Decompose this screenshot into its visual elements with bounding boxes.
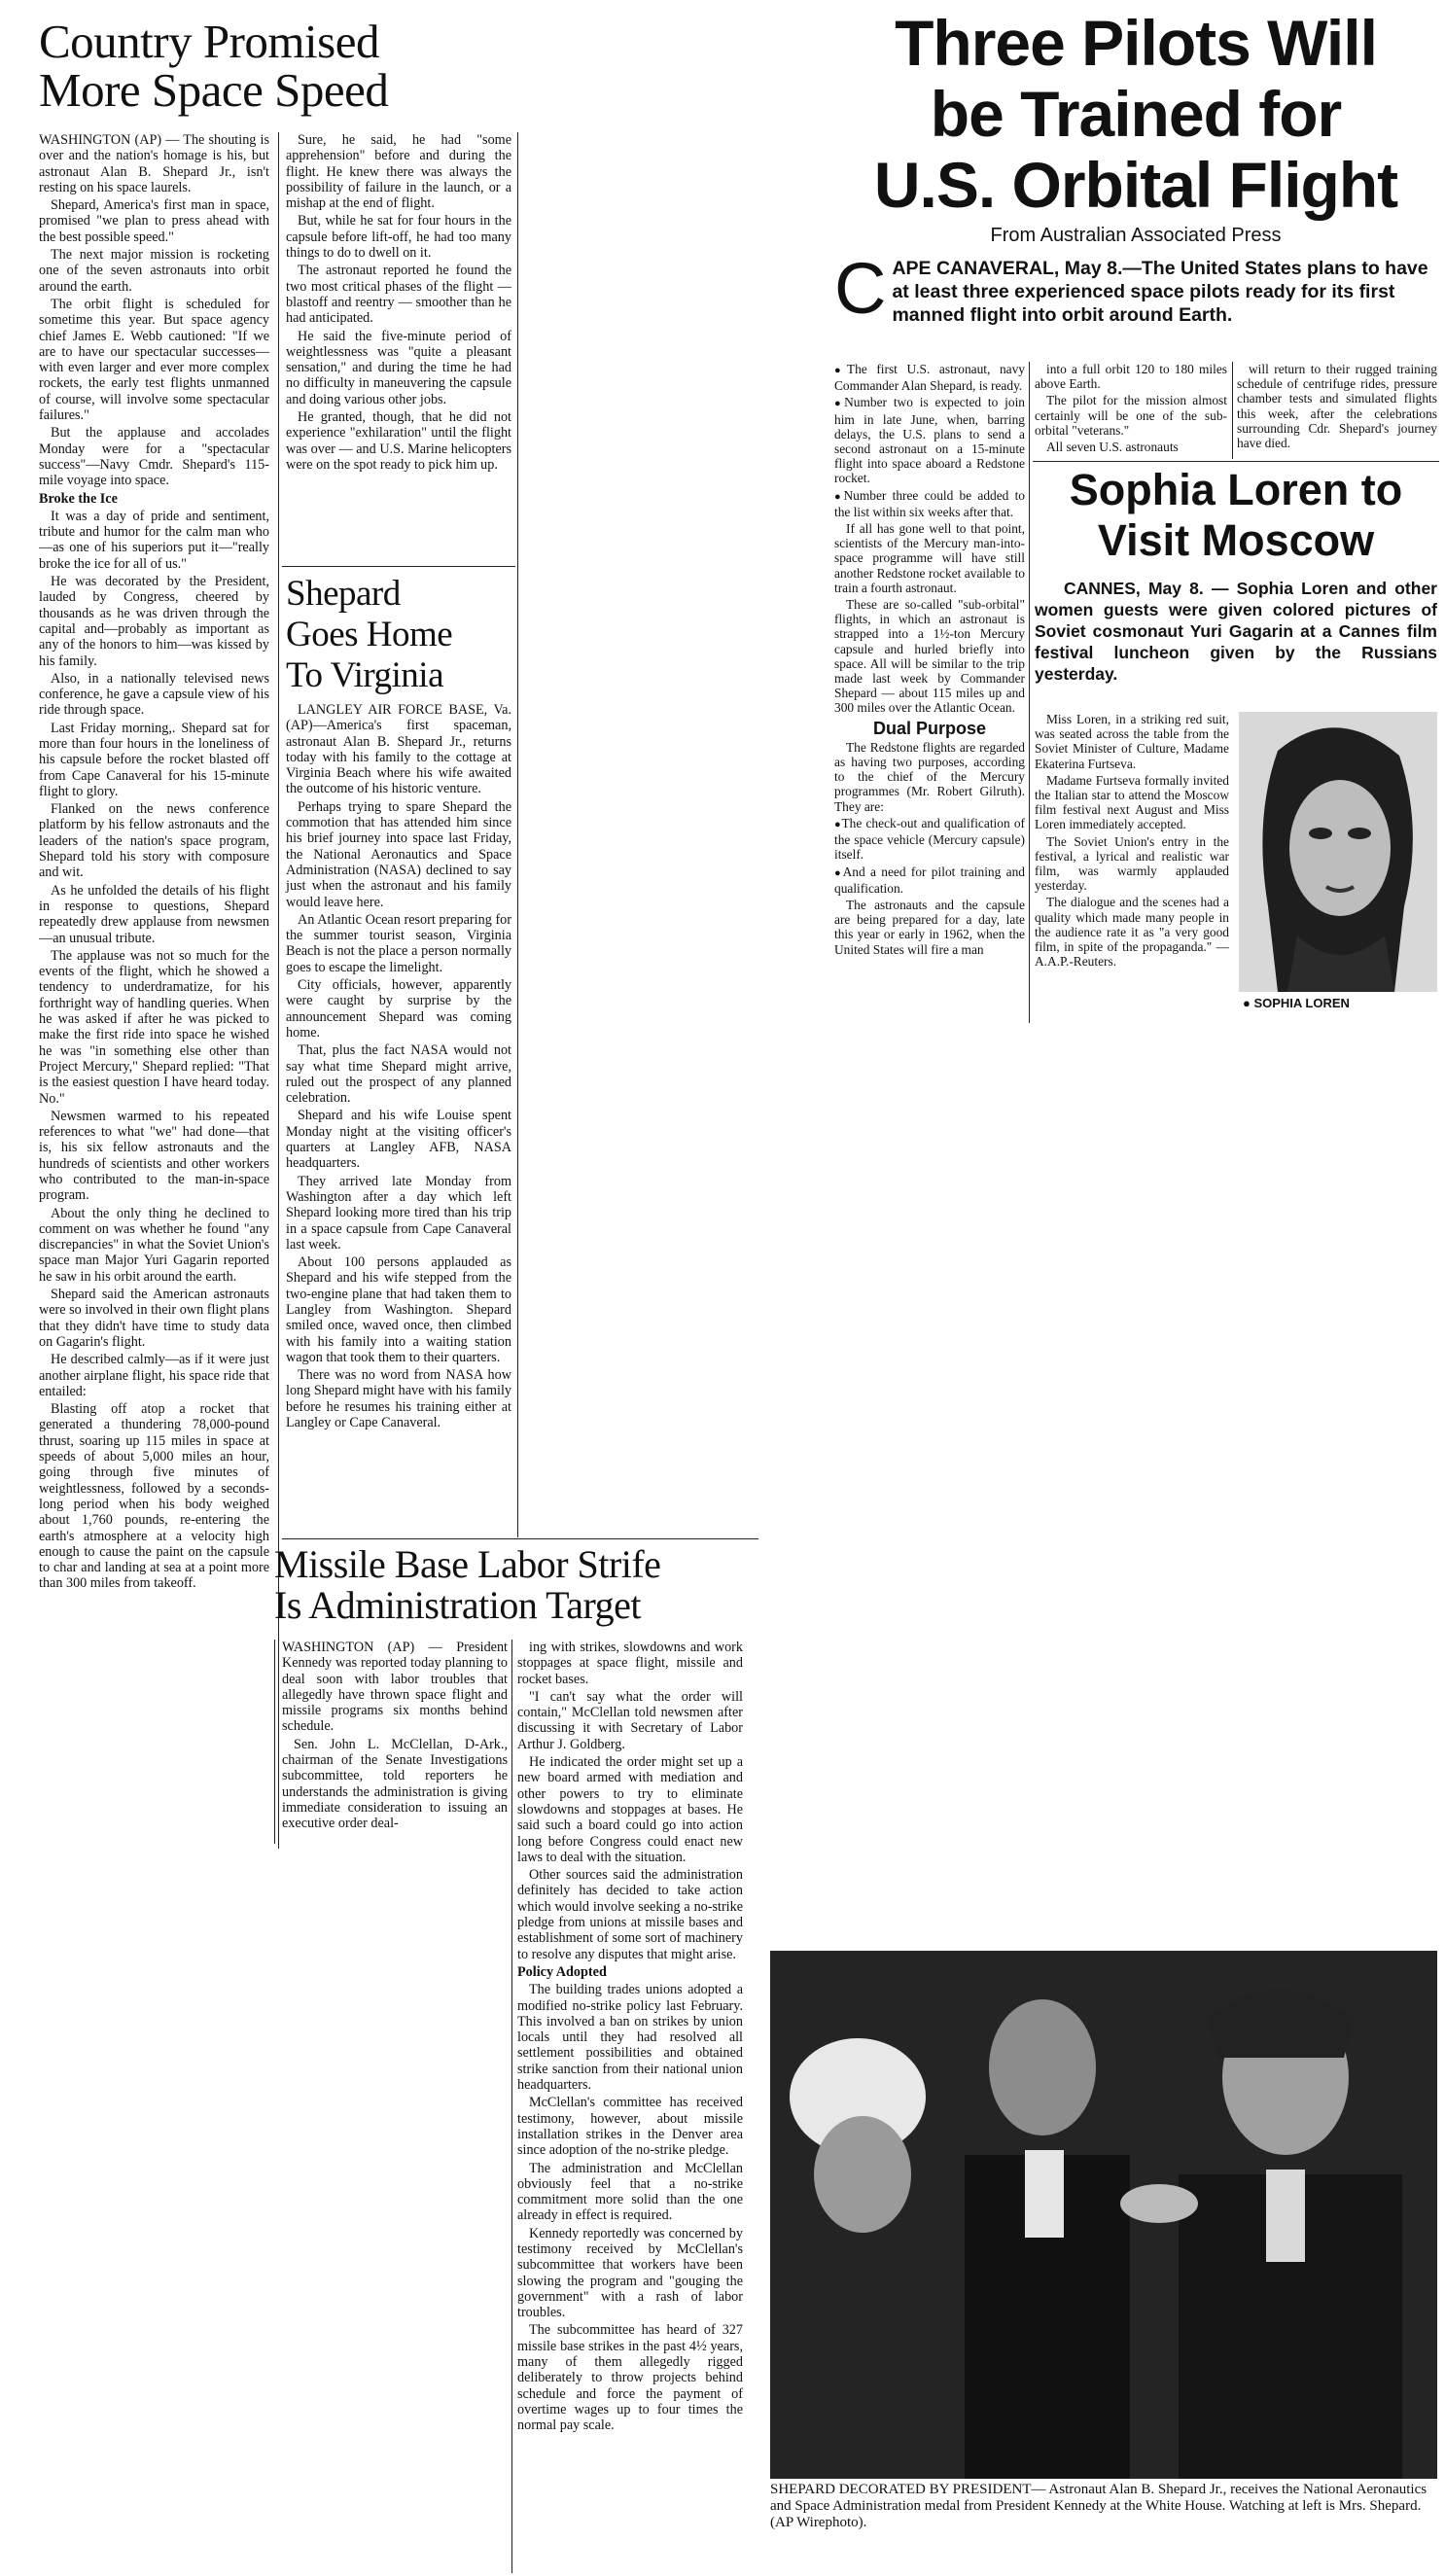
paragraph: The astronaut reported he found the two most critical phases of the flight — blastoff and reentry — smoother than he had anticipated.: [286, 263, 511, 327]
paragraph: If all has gone well to that point, scientists of the Mercury man-into-space programme will have still another Redstone rocket available to train a fourth astronaut.: [834, 521, 1025, 595]
bullet-item: ● Number two is expected to join him in late June, when, barring delays, the U.S. plans to send a second astronaut on a 15-minute flight into space aboard a Redstone rocket.: [834, 395, 1025, 485]
paragraph: Newsmen warmed to his repeated references to what "we" had done—that is, his six fellow astronauts and the hundreds of scientists and other workers who contributed to the man-in-space program.: [39, 1108, 269, 1204]
paragraph: It was a day of pride and sentiment, tribute and humor for the calm man who—as one of his superiors put it—"really broke the ice for all of us.": [39, 508, 269, 572]
paragraph: An Atlantic Ocean resort preparing for the summer tourist season, Virginia Beach is not the place a person normally goes to escape the limelight.: [286, 911, 511, 975]
photo-caption: ● SOPHIA LOREN: [1243, 996, 1350, 1010]
headline: [286, 574, 515, 696]
headline-line: be Trained for: [930, 78, 1342, 150]
story4-column-2: [1035, 362, 1227, 456]
paragraph: Also, in a nationally televised news conference, he gave a capsule view of his ride through space.: [39, 670, 269, 719]
column-rule: [1029, 362, 1030, 1023]
paragraph: He was decorated by the President, lauded by Congress, cheered by thousands as he was driven through the capital and—probably as important as any of the honors to him—was kissed by his family.: [39, 574, 269, 669]
photo-caption: SHEPARD DECORATED BY PRESIDENT— Astronaut Alan B. Shepard Jr., receives the National Aeronautics and Space Administration medal from President Kennedy at the White House. Watching at left is Mrs. Shepard. (AP Wirephoto).: [770, 2482, 1427, 2530]
paragraph: WASHINGTON (AP) — President Kennedy was reported today planning to deal soon with labor troubles that allegedly have thrown space flight and missile programs six months behind schedule.: [282, 1640, 508, 1735]
paragraph: As he unfolded the details of his flight in response to questions, Shepard repeatedly drew applause from newsmen—an unusual tribute.: [39, 882, 269, 946]
paragraph: Other sources said the administration definitely has decided to take action which would involve seeking a no-strike pledge from unions at missile bases and establishment of some sort of machinery to resolve any disputes that might arise.: [517, 1867, 743, 1962]
paragraph: They arrived late Monday from Washington after a day which left Shepard looking more tired than his trip in a space capsule from Cape Canaveral last week.: [286, 1173, 511, 1253]
story5-column-1: [1035, 712, 1229, 970]
drop-cap: C: [834, 248, 887, 329]
headline: [1035, 465, 1437, 566]
paragraph: Kennedy reportedly was concerned by testimony received by McClellan's subcommittee that workers have been slowing the program and "gouging the government" with a rash of labor troubles.: [517, 2225, 743, 2321]
story-missile-base: [274, 1544, 760, 1626]
paragraph: He granted, though, that he did not experience "exhilaration" until the flight was over — and U.S. Marine helicopters were on the spot ready to pick him up.: [286, 409, 511, 473]
paragraph: The next major mission is rocketing one of the seven astronauts into orbit around the earth.: [39, 247, 269, 295]
headline-line: Shepard: [286, 574, 401, 614]
paragraph: He described calmly—as if it were just another airplane flight, his space ride that entailed:: [39, 1352, 269, 1399]
headline-line: U.S. Orbital Flight: [873, 149, 1398, 221]
paragraph: The pilot for the mission almost certainly will be one of the sub-orbital "veterans.": [1035, 393, 1227, 438]
paragraph: The Redstone flights are regarded as having two purposes, according to the chief of the Mercury programmes (Mr. Robert Gilruth). They are:: [834, 739, 1025, 814]
bullet-item: ● And a need for pilot training and qualification.: [834, 865, 1025, 896]
headline-line: Three Pilots Will: [895, 7, 1377, 79]
paragraph: The orbit flight is scheduled for sometime this year. But space agency chief James E. Webb cautioned: "If we are to have our spectacular successes—with even larger and ever more complex rockets, the early test flights unmanned of course, will involve some spectacular failures.": [39, 296, 269, 424]
story1-column-2: [286, 132, 511, 475]
paragraph: These are so-called "sub-orbital" flights, in which an astronaut is strapped into a 1½-ton Mercury capsule and hurled briefly into space. All will be similar to the trip made last week by Commander Shepard — about 115 miles up and 300 miles over the Atlantic Ocean.: [834, 597, 1025, 716]
paragraph: The astronauts and the capsule are being prepared for a day, late this year or early in 1962, when the United States will fire a man: [834, 897, 1025, 957]
paragraph: He indicated the order might set up a new board armed with mediation and other powers to try to eliminate slowdowns and stoppages at bases. He said such a board could go into action long before Congress could enact new laws to deal with the situation.: [517, 1754, 743, 1865]
paragraph: But, while he sat for four hours in the capsule before lift-off, he had too many things to do to dwell on it.: [286, 213, 511, 262]
headline: [834, 8, 1437, 221]
headline-line: Sophia Loren to: [1069, 465, 1403, 514]
column-rule: [517, 132, 518, 1537]
story-three-pilots: [834, 8, 1437, 327]
story4-column-3: [1237, 362, 1437, 452]
headline: [274, 1544, 760, 1626]
paragraph: The administration and McClellan obviously feel that a no-strike commitment more solid than the one already in effect is required.: [517, 2160, 743, 2224]
paragraph: ing with strikes, slowdowns and work stoppages at space flight, missile and rocket bases.: [517, 1640, 743, 1687]
paragraph: Last Friday morning,. Shepard sat for more than four hours in the loneliness of his capsule before the rocket blasted off from Cape Canaveral for his 15-minute flight to glory.: [39, 720, 269, 799]
lead-paragraph: CANNES, May 8. — Sophia Loren and other women guests were given colored pictures of Soviet cosmonaut Yuri Gagarin at a Cannes film festival luncheon given by the Russians yesterday.: [1035, 579, 1437, 684]
paragraph: But the applause and accolades Monday were for a "spectacular success"—Navy Cmdr. Shepard's 115-mile voyage into space.: [39, 425, 269, 489]
bullet-item: ● The check-out and qualification of the space vehicle (Mercury capsule) itself.: [834, 816, 1025, 863]
story3-column-1: [282, 1640, 508, 1834]
headline: [39, 15, 511, 117]
section-rule: [282, 566, 515, 567]
paragraph: That, plus the fact NASA would not say what time Shepard might arrive, ruled out the prospect of any planned celebration.: [286, 1042, 511, 1107]
column-rule: [1232, 362, 1233, 459]
section-rule: [1033, 461, 1439, 462]
paragraph: Sen. John L. McClellan, D-Ark., chairman of the Senate Investigations subcommittee, told reporters he understands the administration is giving immediate consideration to issuing an executive order deal-: [282, 1736, 508, 1832]
column-rule: [274, 1640, 275, 1844]
story-country-promised: [39, 15, 511, 117]
headline-line: Visit Moscow: [1097, 515, 1375, 565]
subheading: Broke the Ice: [39, 490, 118, 507]
paragraph: The applause was not so much for the events of the flight, which he showed a tendency to underdramatize, for his forthright way of handling queries. When he was asked if after he was picked to make the first ride into space he wished he was "in something else other than Project Mercury," Shepard replied: "That is the easiest question I have heard today. No.": [39, 947, 269, 1107]
story-shepard-goes-home: [286, 574, 515, 696]
paragraph: Sure, he said, he had "some apprehension" before and during the flight. He knew there was always the possibility of failure in the launch, or a mishap at the end of flight.: [286, 132, 511, 212]
story3-column-2: [517, 1640, 743, 2436]
story1-column-1: [39, 132, 269, 1594]
paragraph: The Soviet Union's entry in the festival, a lyrical and realistic war film, was warmly applauded yesterday.: [1035, 833, 1229, 894]
paragraph: into a full orbit 120 to 180 miles above Earth.: [1035, 362, 1227, 392]
story4-column-1: [834, 362, 1025, 959]
bullet-item: ● Number three could be added to the list within six weeks after that.: [834, 488, 1025, 519]
column-rule: [511, 1640, 512, 2573]
story-sophia-loren: [1035, 465, 1437, 685]
paragraph: McClellan's committee has received testimony, however, about missile installation strikes in the Denver area since adoption of the no-strike pledge.: [517, 2095, 743, 2159]
bullet-item: ● The first U.S. astronaut, navy Commander Alan Shepard, is ready.: [834, 362, 1025, 393]
lead-paragraph: [834, 248, 1437, 329]
headline-line: Country Promised: [39, 15, 379, 68]
lead-text: APE CANAVERAL, May 8.—The United States plans to have at least three experienced space pilots ready for its first manned flight into orbit around Earth.: [892, 258, 1428, 326]
paragraph: WASHINGTON (AP) — The shouting is over and the nation's homage is his, but astronaut Alan B. Shepard Jr., isn't resting on his space laurels.: [39, 132, 269, 195]
paragraph: Madame Furtseva formally invited the Italian star to attend the Moscow film festival next August and Miss Loren immediately accepted.: [1035, 772, 1229, 832]
headline-line: Goes Home: [286, 615, 453, 654]
subheading: Policy Adopted: [517, 1963, 607, 1980]
paragraph: The subcommittee has heard of 327 missile base strikes in the past 4½ years, many of them allegedly rigged deliberately to throw projects behind schedule and force the payment of overtime wages up to four times the normal pay scale.: [517, 2322, 743, 2434]
paragraph: LANGLEY AIR FORCE BASE, Va. (AP)—America's first spaceman, astronaut Alan B. Shepard Jr., returns today with his family to the cottage at Virginia Beach where his wife awaited the outcome of his historic venture.: [286, 702, 511, 797]
section-rule: [282, 1538, 758, 1539]
byline: From Australian Associated Press: [990, 225, 1282, 246]
paragraph: About 100 persons applauded as Shepard and his wife stepped from the two-engine plane that had taken them to Langley from Washington. Shepard smiled once, waved once, then climbed with his family into a waiting station wagon that took them to their quarters.: [286, 1254, 511, 1365]
bullet-list: [834, 816, 1025, 896]
headline-line: Is Administration Target: [274, 1583, 642, 1627]
paragraph: Shepard, America's first man in space, promised "we plan to press ahead with the best possible speed.": [39, 197, 269, 245]
paragraph: Miss Loren, in a striking red suit, was seated across the table from the Soviet Minister of Culture, Madame Ekaterina Furtseva.: [1035, 712, 1229, 771]
shepard-kennedy-photo: [770, 1951, 1437, 2479]
photo-illustration: [770, 1951, 1437, 2479]
headline-line: Missile Base Labor Strife: [274, 1542, 661, 1586]
paragraph: About the only thing he declined to comment on was whether he found "any discrepancies" in what the Soviet Union's space man Major Yuri Gagarin reported he saw in his orbit around the earth.: [39, 1205, 269, 1285]
paragraph: Shepard said the American astronauts were so involved in their own flight plans that they didn't have time to study data on Gagarin's flight.: [39, 1287, 269, 1350]
headline-line: More Space Speed: [39, 62, 389, 117]
paragraph: All seven U.S. astronauts: [1046, 440, 1179, 455]
paragraph: "I can't say what the order will contain," McClellan told newsmen after discussing it with Secretary of Labor Arthur J. Goldberg.: [517, 1688, 743, 1752]
story2-body: [286, 702, 511, 1432]
paragraph: Shepard and his wife Louise spent Monday night at the visiting officer's quarters at Langley AFB, NASA headquarters.: [286, 1108, 511, 1172]
sophia-loren-photo: [1239, 712, 1437, 992]
paragraph: Perhaps trying to spare Shepard the commotion that has attended him since his brief journey into space last Friday, the National Aeronautics and Space Administration (NASA) declined to say just when the astronaut and his family would leave here.: [286, 798, 511, 910]
paragraph: There was no word from NASA how long Shepard might have with his family before he resumes his training either at Langley or Cape Canaveral.: [286, 1367, 511, 1431]
paragraph: The dialogue and the scenes had a quality which made many people in the audience rate it as "a very good film, in spite of the propaganda." — A.A.P.-Reuters.: [1035, 895, 1229, 970]
headline-line: To Virginia: [286, 655, 444, 695]
paragraph: The building trades unions adopted a modified no-strike policy last February. This involved a ban on strikes by union locals until they had resolved all settlement possibilities and obtained strike sanction from their national union headquarters.: [517, 1982, 743, 2094]
paragraph: City officials, however, apparently were caught by surprise by the announcement Shepard was coming home.: [286, 977, 511, 1041]
paragraph: Flanked on the news conference platform by his fellow astronauts and the leaders of the nation's space program, Shepard told his story with composure and wit.: [39, 801, 269, 881]
bullet-list: [834, 362, 1025, 519]
portrait-illustration: [1239, 712, 1437, 992]
paragraph: will return to their rugged training schedule of centrifuge rides, pressure chamber tests and simulated flights this week, after the celebrations surrounding Cdr. Shepard's journey have died.: [1237, 362, 1437, 451]
paragraph: He said the five-minute period of weightlessness was "quite a pleasant sensation," and during the time he had no difficulty in maneuvering the capsule and doing various other jobs.: [286, 328, 511, 407]
paragraph: Blasting off atop a rocket that generated a thundering 78,000-pound thrust, soaring up 115 miles in space at speeds of about 5,000 miles an hour, going through five minutes of weightlessness, followed by a seconds-long period when his body weighed about 1,760 pounds, re-entering the earth's atmosphere at a velocity high enough to cause the paint on the capsule to char and landing at sea at a point more than 300 miles from takeoff.: [39, 1401, 269, 1592]
subheading: Dual Purpose: [872, 718, 987, 738]
